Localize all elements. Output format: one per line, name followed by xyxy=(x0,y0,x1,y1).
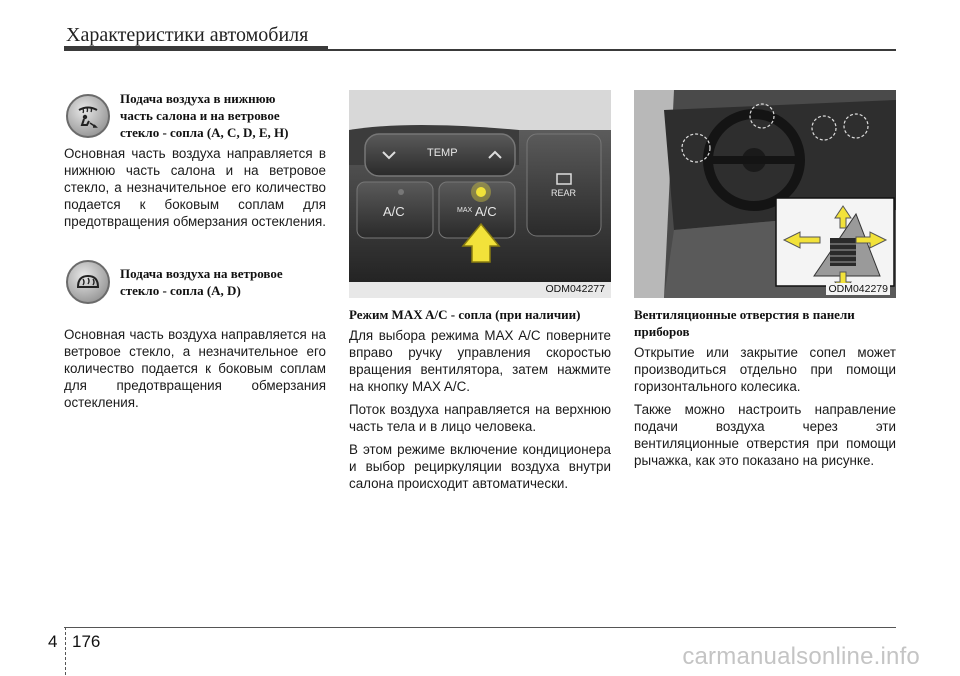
feature-windshield-defrost-title xyxy=(120,265,283,299)
page-number: 176 xyxy=(72,632,101,651)
floor-and-defrost-vent-icon xyxy=(66,94,110,138)
header-rule xyxy=(64,49,896,51)
feature-title-line: Подача воздуха в нижнюю xyxy=(120,91,276,106)
photo-code: ODM042277 xyxy=(545,283,605,295)
max-ac-paragraph-2: Поток воздуха направляется на верхнюю часть тела и в лицо человека. xyxy=(349,402,611,434)
column-middle xyxy=(349,90,611,492)
max-ac-paragraph-1: Для выбора режима MAX A/C поверните вправо ручку управления скоростью вращения вентилятора, затем нажмите на кнопку MAX A/C. xyxy=(349,328,611,394)
feature-title-line: часть салона и на ветровое xyxy=(120,108,280,123)
feature-title-line: стекло - сопла (A, C, D, E, H) xyxy=(120,125,289,140)
photo-code: ODM042279 xyxy=(828,283,888,295)
feature-floor-defrost-title xyxy=(120,90,288,141)
feature-windshield-defrost xyxy=(66,260,326,304)
rear-label: REAR xyxy=(551,188,577,198)
max-label: MAX xyxy=(457,207,473,214)
max-ac-title: Режим MAX A/C - сопла (при наличии) xyxy=(349,307,581,322)
feature-windshield-defrost-text: Основная часть воздуха направляется на ветровое стекло, а незначительное его количество подается к боковым соплам для предотвращения обмерзания остекления. xyxy=(64,327,326,410)
footer-divider xyxy=(65,627,66,675)
max-ac-button-label: A/C xyxy=(475,204,497,219)
max-ac-paragraph-3: В этом режиме включение кондиционера и выбор рециркуляции воздуха внутри салона происходит автоматически. xyxy=(349,442,611,491)
feature-title-line: Подача воздуха на ветровое xyxy=(120,266,283,281)
dashboard-vents-paragraph-1: Открытие или закрытие сопел может производиться отдельно при помощи горизонтального колесика. xyxy=(634,345,896,394)
feature-floor-defrost-text: Основная часть воздуха направляется в нижнюю часть салона и на ветровое стекло, а незначительное его количество подается к боковым соплам для предотвращения обмерзания остекления. xyxy=(64,146,327,229)
feature-title-line: стекло - сопла (A, D) xyxy=(120,283,241,298)
ac-button-label: A/C xyxy=(383,204,405,219)
climate-control-photo xyxy=(349,90,611,298)
dashboard-vents-photo xyxy=(634,90,896,298)
page-header-title: Характеристики автомобиля xyxy=(66,24,309,46)
watermark: carmanualsonline.info xyxy=(682,643,920,670)
feature-floor-defrost xyxy=(66,90,326,141)
windshield-defrost-icon xyxy=(66,260,110,304)
dashboard-vents-paragraph-2: Также можно настроить направление подачи воздуха через эти вентиляционные отверстия при помощи рычажка, как это показано на рисунке. xyxy=(634,402,896,468)
column-left xyxy=(64,90,326,411)
temp-label: TEMP xyxy=(427,147,458,159)
footer-rule xyxy=(64,627,896,628)
dashboard-vents-title: Вентиляционные отверстия в панели приборов xyxy=(634,307,855,339)
column-right xyxy=(634,90,896,469)
chapter-number: 4 xyxy=(48,632,58,651)
